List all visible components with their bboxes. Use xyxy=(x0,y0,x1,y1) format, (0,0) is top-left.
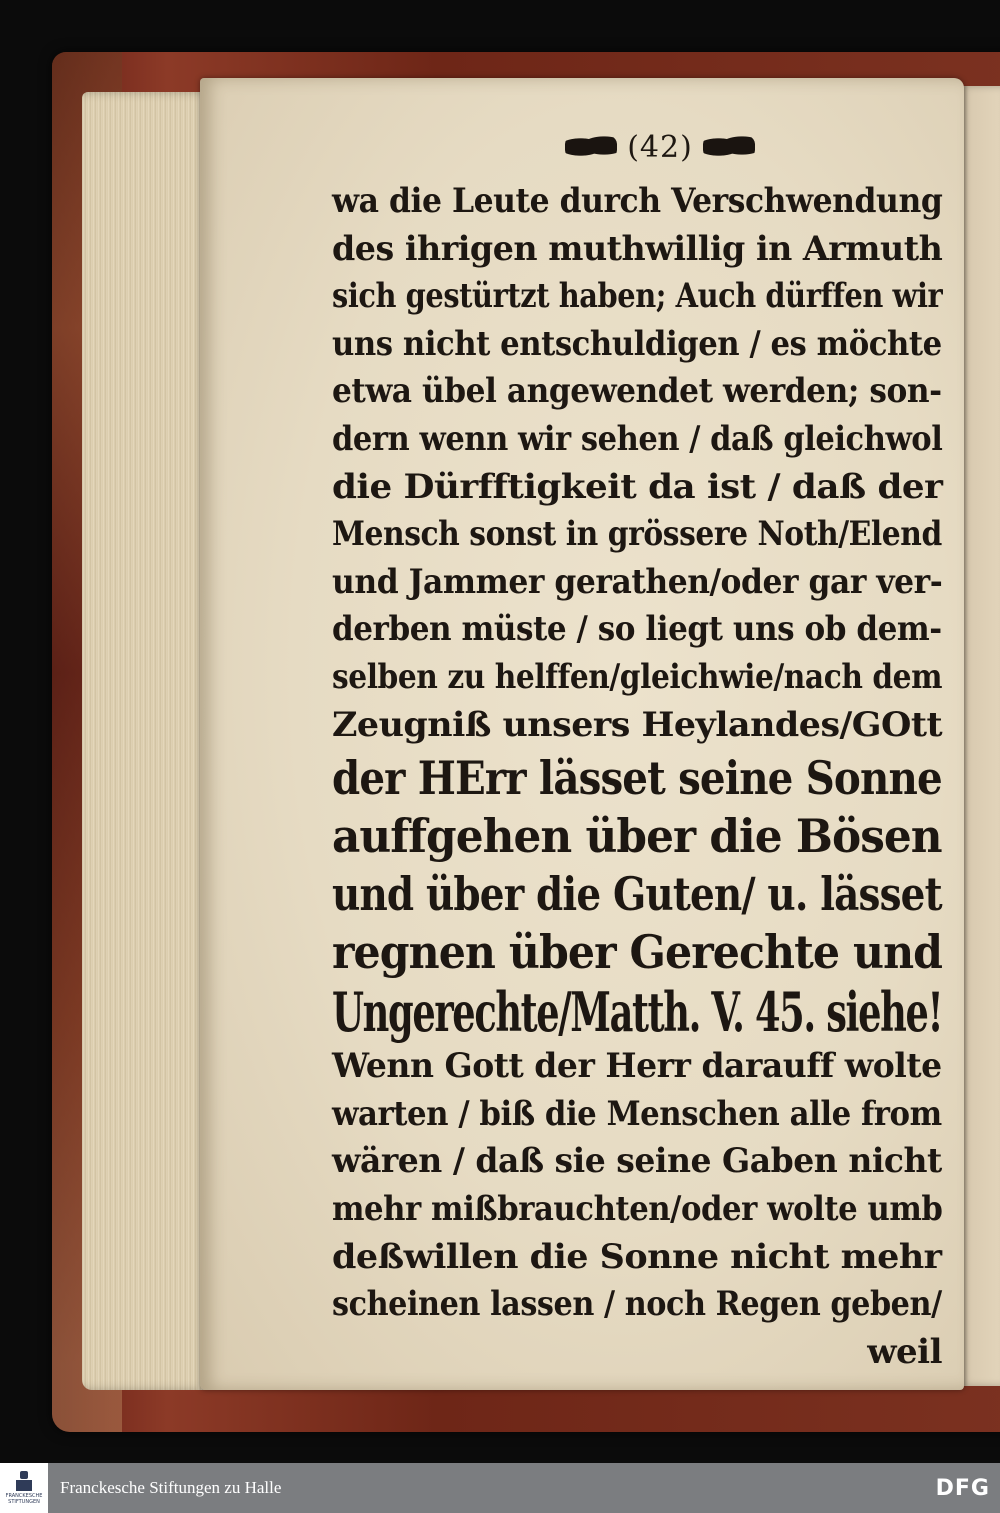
logo-text: FRANCKESCHE STIFTUNGEN xyxy=(5,1493,43,1505)
page-edges-stack xyxy=(82,92,214,1390)
text-line: selben zu helffen/gleichwie/nach dem xyxy=(332,656,943,697)
text-line: derben müste / so liegt uns ob dem- xyxy=(332,609,942,650)
catchword: weil xyxy=(867,1331,942,1372)
logo-mark xyxy=(16,1471,32,1491)
text-line: regnen über Gerechte und xyxy=(332,925,943,980)
text-line: des ihrigen muthwillig in Armuth xyxy=(332,228,943,269)
text-line: scheinen lassen / noch Regen geben/ xyxy=(332,1284,942,1325)
text-line: und über die Guten/ u. lässet xyxy=(332,867,942,922)
text-line: uns nicht entschuldigen / es möchte xyxy=(332,323,942,364)
text-line: die Dürfftigkeit da ist / daß der xyxy=(332,466,943,507)
text-line: etwa übel angewendet werden; son- xyxy=(332,371,942,412)
text-line: dern wenn wir sehen / daß gleichwol xyxy=(332,418,943,459)
page-number: (42) xyxy=(627,129,693,165)
institution-name[interactable]: Franckesche Stiftungen zu Halle xyxy=(60,1478,282,1497)
text-line: Mensch sonst in grössere Noth/Elend xyxy=(332,514,942,555)
text-line: der HErr lässet seine Sonne xyxy=(332,751,942,806)
dfg-logo[interactable]: DFG xyxy=(935,1475,990,1501)
text-line: wären / daß sie seine Gaben nicht xyxy=(332,1141,942,1182)
text-line: Wenn Gott der Herr darauff wolte xyxy=(332,1046,942,1087)
text-line: Ungerechte/Matth. V. 45. siehe! xyxy=(332,980,943,1045)
facing-page-edge xyxy=(958,86,1000,1386)
fleuron-icon xyxy=(703,132,755,162)
page-text xyxy=(332,178,942,1376)
text-line: mehr mißbrauchten/oder wolte umb xyxy=(332,1188,943,1229)
viewer-footer xyxy=(0,1463,1000,1513)
fleuron-icon xyxy=(565,132,617,162)
text-line: Zeugniß unsers Heylandes/GOtt xyxy=(332,704,943,745)
franckesche-logo-icon[interactable] xyxy=(0,1463,48,1513)
page-header xyxy=(540,124,780,170)
text-line: wa die Leute durch Verschwendung xyxy=(332,181,943,221)
text-line: und Jammer gerathen/oder gar ver- xyxy=(332,561,943,602)
text-line: sich gestürtzt haben; Auch dürffen wir xyxy=(332,276,943,317)
text-line: warten / biß die Menschen alle from xyxy=(332,1093,942,1134)
text-line: auffgehen über die Bösen xyxy=(332,809,942,864)
text-line: deßwillen die Sonne nicht mehr xyxy=(332,1236,942,1277)
